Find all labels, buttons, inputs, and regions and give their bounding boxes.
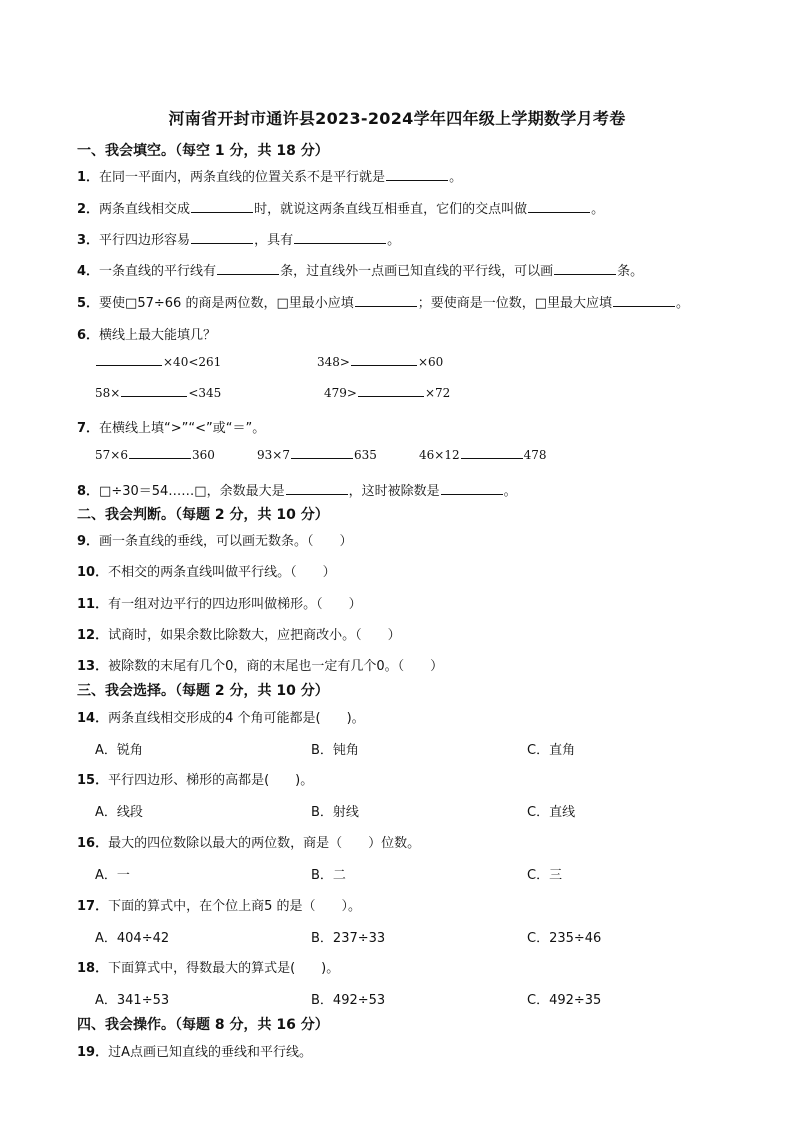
answer-blank[interactable] xyxy=(96,364,162,366)
section-heading-fill: 一、我会填空。（每空 1 分，共 18 分） xyxy=(77,143,329,159)
question-18: 18．下面算式中，得数最大的算式是( )。 xyxy=(77,961,340,976)
answer-blank[interactable] xyxy=(191,242,253,244)
q7-item-3: 46×12 478 xyxy=(419,448,547,462)
answer-blank[interactable] xyxy=(217,273,279,275)
section-heading-choice: 三、我会选择。（每题 2 分，共 10 分） xyxy=(77,683,329,699)
q6-item-1: ×40<261 xyxy=(95,355,221,369)
section-heading-judge: 二、我会判断。（每题 2 分，共 10 分） xyxy=(77,507,329,523)
question-2: 2．两条直线相交成 时，就说这两条直线互相垂直，它们的交点叫做 。 xyxy=(77,202,605,217)
q6-item-4: 479> ×72 xyxy=(324,386,451,400)
answer-blank[interactable] xyxy=(355,305,417,307)
answer-blank[interactable] xyxy=(129,457,191,459)
question-16: 16．最大的四位数除以最大的两位数，商是（ ）位数。 xyxy=(77,836,421,851)
question-1: 1．在同一平面内，两条直线的位置关系不是平行就是 。 xyxy=(77,170,463,185)
q17-option-a[interactable]: A．404÷42 xyxy=(95,931,170,946)
answer-blank[interactable] xyxy=(441,493,503,495)
answer-blank[interactable] xyxy=(554,273,616,275)
question-11: 11．有一组对边平行的四边形叫做梯形。（ ） xyxy=(77,597,362,612)
q14-option-b[interactable]: B．钝角 xyxy=(311,743,359,758)
q16-option-a[interactable]: A．一 xyxy=(95,868,130,883)
q17-option-c[interactable]: C．235÷46 xyxy=(527,931,602,946)
q16-option-c[interactable]: C．三 xyxy=(527,868,563,883)
section-heading-operate: 四、我会操作。（每题 8 分，共 16 分） xyxy=(77,1017,329,1033)
question-6: 6．横线上最大能填几？ xyxy=(77,328,217,343)
question-10: 10．不相交的两条直线叫做平行线。（ ） xyxy=(77,565,336,580)
question-17: 17．下面的算式中，在个位上商5 的是（ ）。 xyxy=(77,899,361,914)
answer-blank[interactable] xyxy=(461,457,523,459)
q15-option-a[interactable]: A．线段 xyxy=(95,805,143,820)
q7-item-1: 57×6 360 xyxy=(95,448,215,462)
question-12: 12．试商时，如果余数比除数大，应把商改小。（ ） xyxy=(77,628,401,643)
q18-option-c[interactable]: C．492÷35 xyxy=(527,993,602,1008)
answer-blank[interactable] xyxy=(294,242,386,244)
answer-blank[interactable] xyxy=(286,493,348,495)
answer-blank[interactable] xyxy=(386,179,448,181)
q17-option-b[interactable]: B．237÷33 xyxy=(311,931,386,946)
answer-blank[interactable] xyxy=(358,395,424,397)
q18-option-b[interactable]: B．492÷53 xyxy=(311,993,386,1008)
question-3: 3．平行四边形容易 ，具有 。 xyxy=(77,233,401,248)
answer-blank[interactable] xyxy=(613,305,675,307)
question-9: 9．画一条直线的垂线，可以画无数条。（ ） xyxy=(77,534,353,549)
q14-option-c[interactable]: C．直角 xyxy=(527,743,576,758)
question-15: 15．平行四边形、梯形的高都是( )。 xyxy=(77,773,314,788)
answer-blank[interactable] xyxy=(528,211,590,213)
answer-blank[interactable] xyxy=(191,211,253,213)
q18-option-a[interactable]: A．341÷53 xyxy=(95,993,170,1008)
question-14: 14．两条直线相交形成的4 个角可能都是( )。 xyxy=(77,711,365,726)
question-4: 4．一条直线的平行线有 条，过直线外一点画已知直线的平行线，可以画 条。 xyxy=(77,264,644,279)
answer-blank[interactable] xyxy=(291,457,353,459)
question-5: 5．要使□57÷66 的商是两位数，□里最小应填 ；要使商是一位数，□里最大应填 。 xyxy=(77,296,690,311)
q15-option-c[interactable]: C．直线 xyxy=(527,805,576,820)
answer-blank[interactable] xyxy=(351,364,417,366)
question-7: 7．在横线上填“>”“<”或“＝”。 xyxy=(77,421,266,436)
question-13: 13．被除数的末尾有几个0，商的末尾也一定有几个0。（ ） xyxy=(77,659,444,674)
answer-blank[interactable] xyxy=(121,395,187,397)
q6-item-3: 58× <345 xyxy=(95,386,222,400)
q15-option-b[interactable]: B．射线 xyxy=(311,805,359,820)
q16-option-b[interactable]: B．二 xyxy=(311,868,346,883)
q7-item-2: 93×7 635 xyxy=(257,448,377,462)
question-8: 8．□÷30＝54……□，余数最大是 ，这时被除数是 。 xyxy=(77,484,517,499)
q6-item-2: 348> ×60 xyxy=(317,355,444,369)
q14-option-a[interactable]: A．锐角 xyxy=(95,743,143,758)
page-title: 河南省开封市通许县2023-2024学年四年级上学期数学月考卷 xyxy=(168,109,626,128)
question-19: 19．过A点画已知直线的垂线和平行线。 xyxy=(77,1045,312,1060)
